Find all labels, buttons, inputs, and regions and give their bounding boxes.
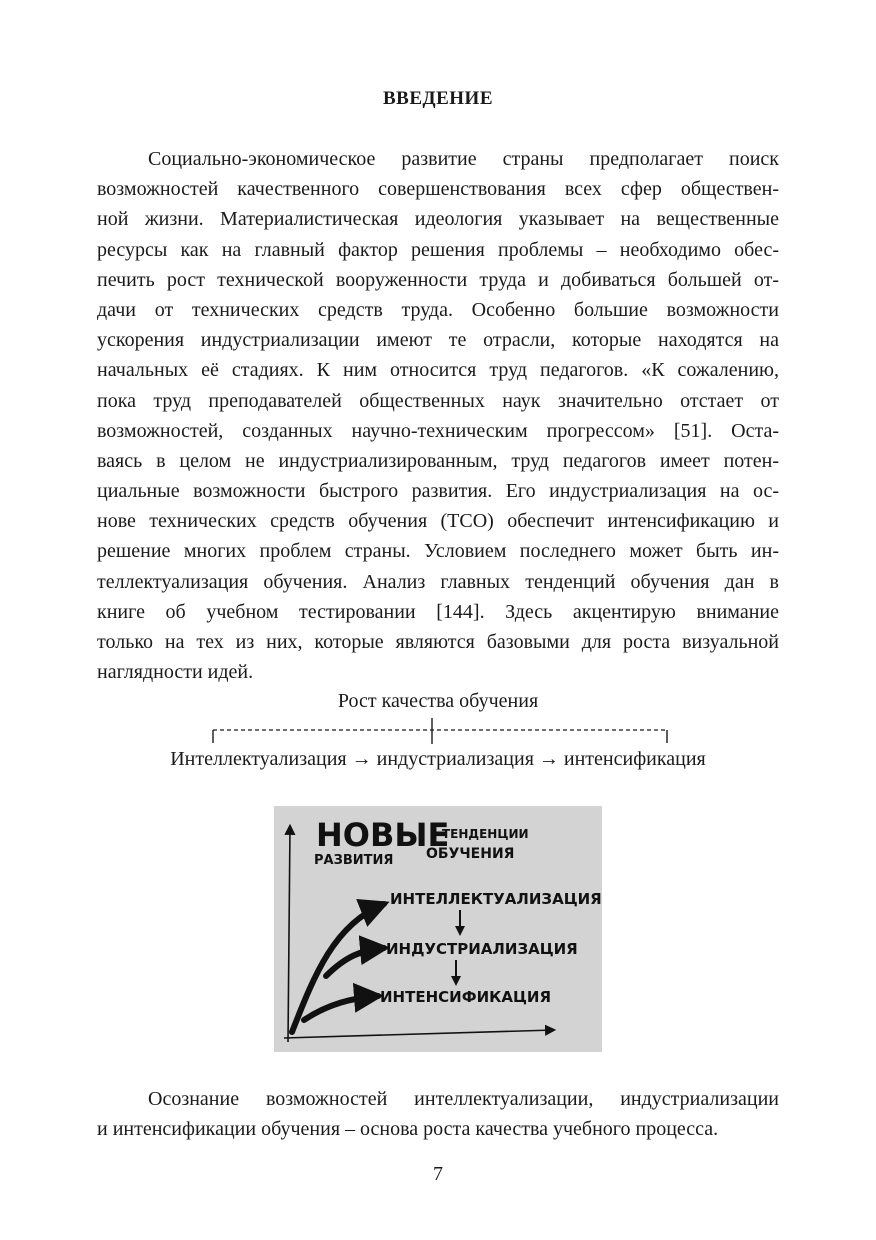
- paragraph-line: дачи от технических средств труда. Особенно большие возможности: [97, 298, 779, 321]
- scheme-top-label: Рост качества обучения: [337, 690, 539, 712]
- paragraph-line: возможностей качественного совершенствования всех сфер обществен-: [97, 178, 779, 201]
- paragraph-line: Социально-экономическое развитие страны предполагает поиск: [148, 148, 779, 170]
- paragraph-line: решение многих проблем страны. Условием последнего может быть ин-: [97, 540, 779, 563]
- scheme-bracket: [212, 718, 668, 744]
- section-heading: ВВЕДЕНИЕ: [383, 88, 493, 109]
- page-number: 7: [433, 1163, 443, 1185]
- curve-intensification: [304, 996, 378, 1020]
- paragraph-line: печить рост технической вооруженности труда и добиваться большей от-: [97, 268, 779, 291]
- x-axis-line: [284, 1030, 554, 1038]
- paragraph-line: только на тех из них, которые являются базовыми для роста визуальной: [97, 631, 779, 653]
- paragraph-line: ваясь в целом не индустриализированным, труд педагогов имеет потен-: [97, 449, 779, 472]
- y-axis-line: [288, 826, 290, 1042]
- hand-drawn-figure: [274, 806, 602, 1052]
- figure-title-small-1: ТЕНДЕНЦИИ: [442, 827, 529, 841]
- paragraph-line: ускорения индустриализации имеют те отрасли, которые находятся на: [97, 329, 779, 352]
- paragraph-line: ной жизни. Материалистическая идеология указывает на вещественные: [97, 208, 779, 231]
- intro-paragraph: [97, 144, 779, 687]
- closing-paragraph: [97, 1084, 779, 1144]
- paragraph-line: ресурсы как на главный фактор решения проблемы – необходимо обес-: [97, 238, 779, 261]
- curve-industrialization: [326, 948, 384, 976]
- figure-title-small-3: ОБУЧЕНИЯ: [426, 846, 515, 862]
- paragraph-line: и интенсификации обучения – основа роста качества учебного процесса.: [97, 1118, 719, 1141]
- figure-label-intensification: ИНТЕНСИФИКАЦИЯ: [380, 988, 552, 1006]
- paragraph-line: возможностей, созданных научно-техническим прогрессом» [51]. Оста-: [97, 419, 779, 442]
- paragraph-line: начальных её стадиях. К ним относится труд педагогов. «К сожалению,: [97, 359, 779, 382]
- figure-title-small-2: РАЗВИТИЯ: [314, 853, 394, 868]
- paragraph-line: книге об учебном тестировании [144]. Здесь акцентирую внимание: [97, 600, 779, 623]
- paragraph-line: нове технических средств обучения (ТСО) обеспечит интенсификацию и: [97, 510, 779, 533]
- figure-label-intellectualization: ИНТЕЛЛЕКТУАЛИЗАЦИЯ: [390, 890, 602, 908]
- paragraph-line: циальные возможности быстрого развития. Его индустриализация на ос-: [97, 480, 779, 503]
- figure-title-big: НОВЫЕ: [316, 816, 450, 854]
- paragraph-line: теллектуализация обучения. Анализ главных тенденций обучения дан в: [97, 570, 779, 593]
- paragraph-line: Осознание возможностей интеллектуализации, индустриализации: [148, 1088, 779, 1110]
- paragraph-line: пока труд преподавателей общественных наук значительно отстает от: [97, 389, 779, 412]
- paragraph-line: наглядности идей.: [97, 661, 254, 684]
- scheme-bottom-label: Интеллектуализация → индустриализация → интенсификация: [170, 748, 706, 770]
- figure-label-industrialization: ИНДУСТРИАЛИЗАЦИЯ: [386, 940, 578, 958]
